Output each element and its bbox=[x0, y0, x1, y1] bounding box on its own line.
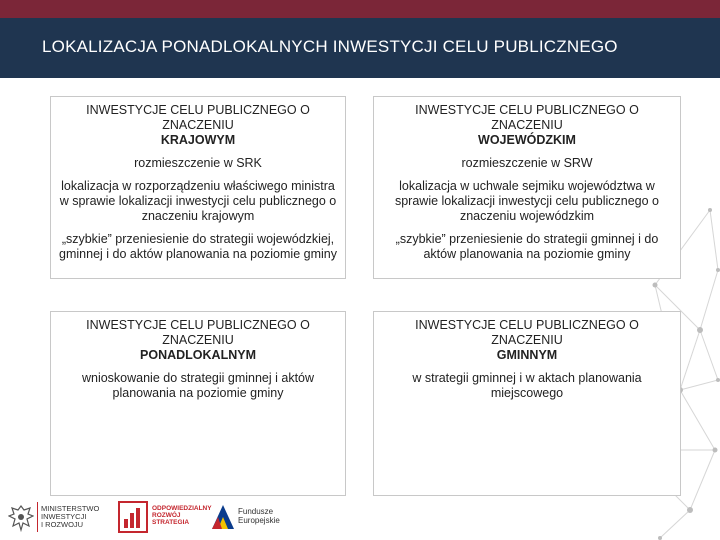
panel-supralocal bbox=[50, 311, 346, 496]
program-line1: ODPOWIEDZIALNY bbox=[152, 505, 212, 512]
ministry-divider bbox=[37, 502, 38, 532]
panel-transfer: „szybkie” przeniesienie do strategii gminnej i do aktów planowania na poziomie gminy bbox=[395, 232, 659, 261]
panel-heading bbox=[59, 103, 337, 148]
panel-text: w strategii gminnej i w aktach planowania miejscowego bbox=[412, 371, 642, 400]
eagle-emblem-icon bbox=[8, 504, 34, 532]
footer-logos bbox=[0, 496, 720, 540]
ministry-line3: I ROZWOJU bbox=[41, 520, 84, 529]
panel-heading-line1: INWESTYCJE CELU PUBLICZNEGO O ZNACZENIU bbox=[415, 318, 639, 347]
slide-header bbox=[0, 18, 720, 78]
eu-funds-logo-icon bbox=[210, 503, 236, 531]
panel-municipal bbox=[373, 311, 681, 496]
panel-heading bbox=[59, 318, 337, 363]
panel-regional bbox=[373, 96, 681, 279]
funds-line1: Fundusze bbox=[238, 507, 274, 516]
panel-heading bbox=[382, 103, 672, 148]
ministry-line2: INWESTYCJI bbox=[41, 512, 87, 521]
panel-heading-line1: INWESTYCJE CELU PUBLICZNEGO O ZNACZENIU bbox=[86, 318, 310, 347]
panel-heading-line2: PONADLOKALNYM bbox=[140, 348, 256, 362]
ministry-line1: MINISTERSTWO bbox=[41, 504, 100, 513]
panel-heading bbox=[382, 318, 672, 363]
program-line2: ROZWÓJ bbox=[152, 512, 181, 519]
panel-location: lokalizacja w rozporządzeniu właściwego ministra w sprawie lokalizacji inwestycji celu publicznego o znaczeniu krajowym bbox=[59, 179, 337, 223]
panel-heading-line2: WOJEWÓDZKIM bbox=[478, 133, 576, 147]
ministry-logo-text bbox=[41, 505, 99, 529]
panel-placement: rozmieszczenie w SRK bbox=[134, 156, 262, 170]
panel-heading-line2: KRAJOWYM bbox=[160, 133, 236, 147]
panel-location: lokalizacja w uchwale sejmiku województwa w sprawie lokalizacji inwestycji celu publicznego o znaczeniu wojewódzkim bbox=[394, 179, 659, 223]
program-logo-text bbox=[152, 505, 212, 526]
panel-heading-line1: INWESTYCJE CELU PUBLICZNEGO O ZNACZENIU bbox=[86, 103, 310, 132]
program-line3: STRATEGIA bbox=[152, 519, 190, 526]
panel-placement: rozmieszczenie w SRW bbox=[461, 156, 593, 170]
funds-logo-text bbox=[238, 507, 280, 525]
panel-heading-line2: GMINNYM bbox=[496, 348, 558, 362]
panel-heading-line1: INWESTYCJE CELU PUBLICZNEGO O ZNACZENIU bbox=[415, 103, 639, 132]
funds-line2: Europejskie bbox=[238, 516, 280, 525]
panel-text: wnioskowanie do strategii gminnej i aktów planowania na poziomie gminy bbox=[81, 371, 315, 400]
slide-title: LOKALIZACJA PONADLOKALNYCH INWESTYCJI CELU PUBLICZNEGO bbox=[42, 37, 618, 56]
bar-chart-logo-icon bbox=[118, 501, 148, 533]
panel-national bbox=[50, 96, 346, 279]
panel-transfer: „szybkie” przeniesienie do strategii wojewódzkiej, gminnej i do aktów planowania na poziomie gminy bbox=[59, 232, 337, 261]
top-accent-bar bbox=[0, 0, 720, 18]
